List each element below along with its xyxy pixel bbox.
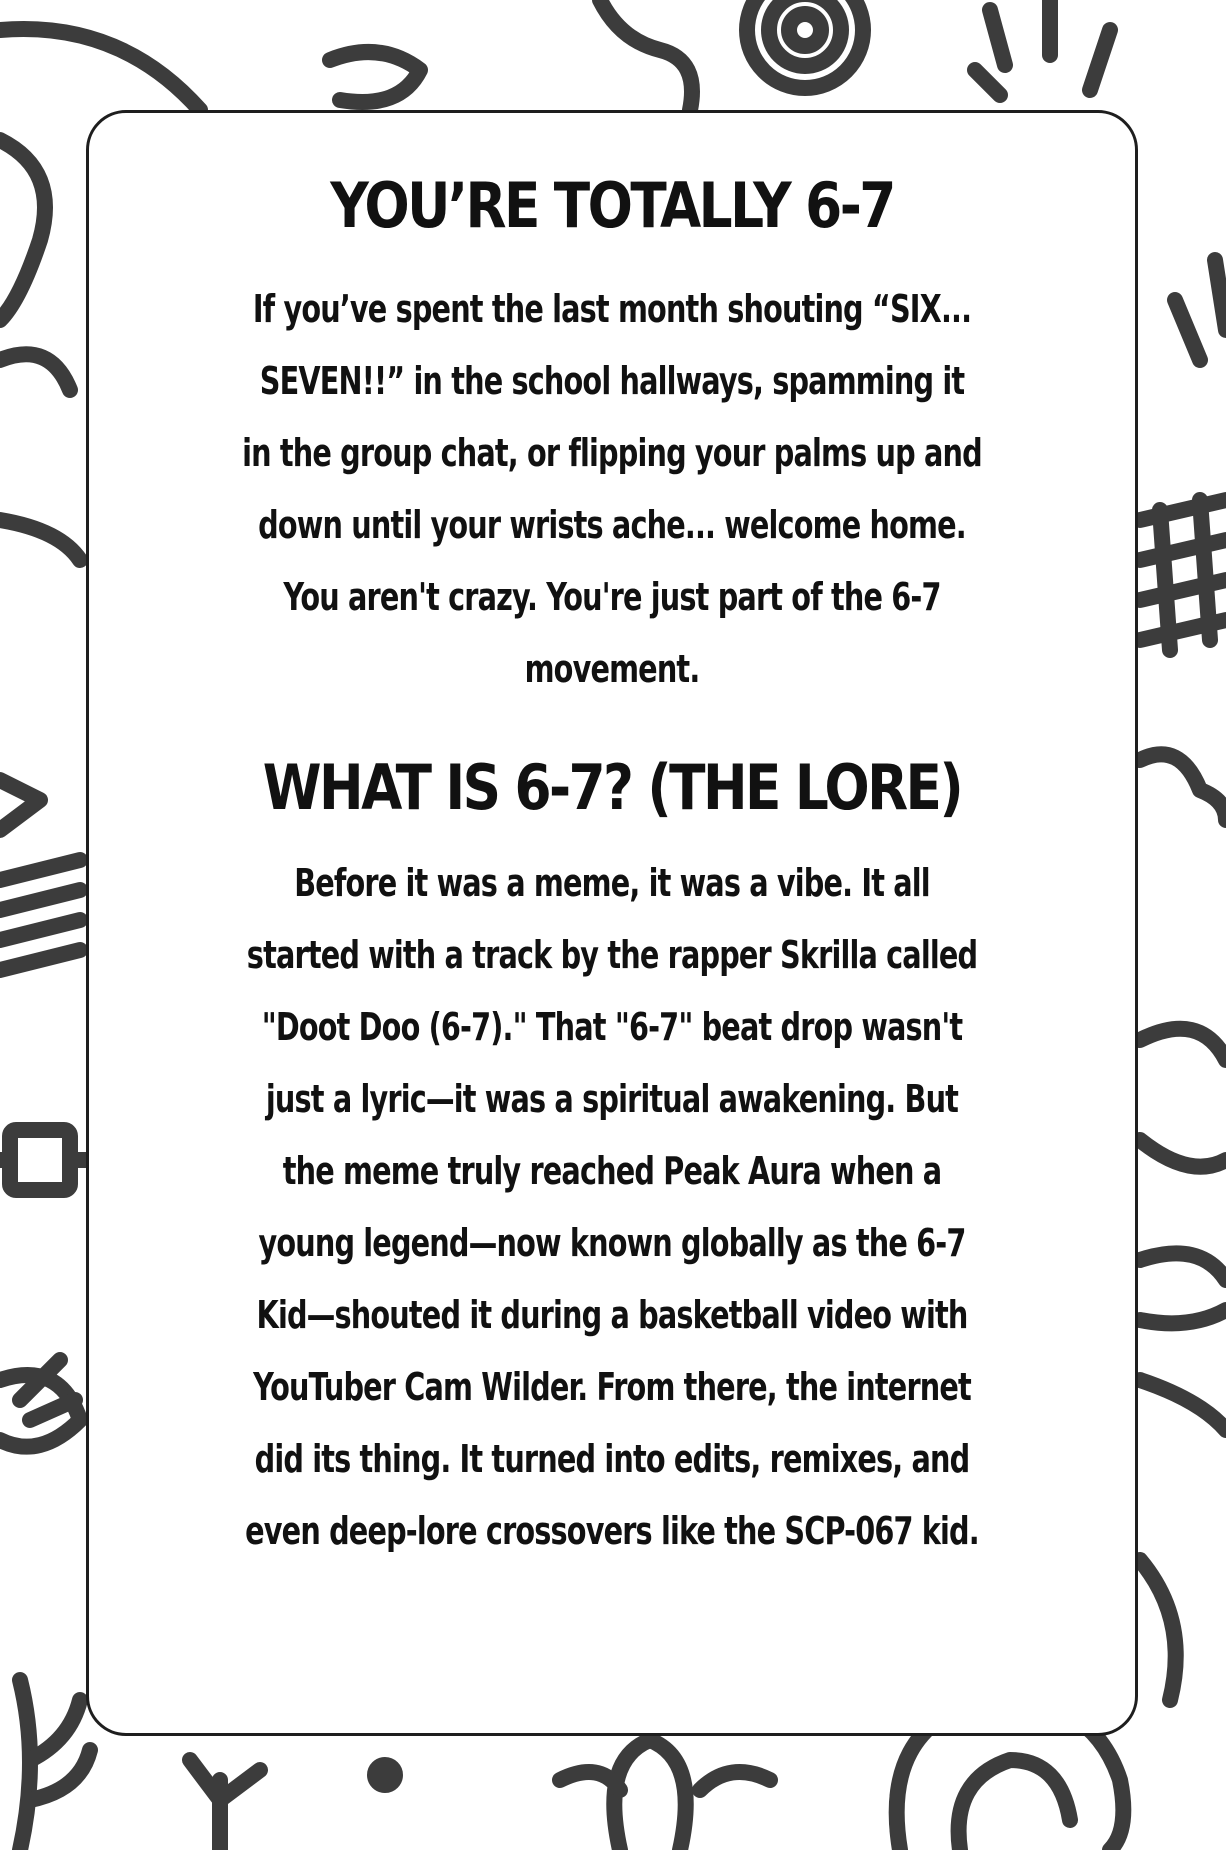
paragraph-line: young legend—now known globally as the 6-7 — [258, 1221, 966, 1265]
paragraph-line: in the group chat, or flipping your palms up and — [242, 431, 982, 475]
paragraph-line: started with a track by the rapper Skrilla called — [246, 933, 978, 977]
arrow-doodle — [0, 780, 40, 830]
paragraph-line: did its thing. It turned into edits, remixes, and — [254, 1437, 970, 1481]
paragraph-line: Kid—shouted it during a basketball video with — [256, 1293, 968, 1337]
section-title-totally-6-7: YOU’RE TOTALLY 6-7 — [330, 169, 894, 242]
paragraph-line: You aren't crazy. You're just part of the 6-7 — [283, 575, 941, 619]
paragraph-line: even deep-lore crossovers like the SCP-067 kid. — [245, 1509, 979, 1553]
paragraph-line: SEVEN!!” in the school hallways, spamming it — [259, 359, 965, 403]
robot-doodle — [10, 1130, 70, 1190]
paragraph-line: If you’ve spent the last month shouting “SIX... — [252, 287, 972, 331]
right-leaf-doodle — [1140, 1253, 1226, 1430]
content-card — [86, 110, 1138, 1736]
paragraph-line: Before it was a meme, it was a vibe. It all — [294, 861, 930, 905]
leaf-doodle — [330, 52, 420, 102]
paragraph-line: "Doot Doo (6-7)." That "6-7" beat drop wasn't — [261, 1005, 963, 1049]
scribble-doodle — [0, 860, 80, 970]
section-title-the-lore: WHAT IS 6-7? (THE LORE) — [262, 751, 962, 824]
sprout-doodle — [190, 1760, 260, 1850]
right-cloud-doodle — [1140, 754, 1226, 820]
paragraph-line: movement. — [524, 647, 700, 691]
paragraph-line: just a lyric—it was a spiritual awakening. But — [265, 1077, 959, 1121]
paragraph-line: the meme truly reached Peak Aura when a — [282, 1149, 942, 1193]
curl-doodle — [0, 140, 45, 320]
arc-doodle — [0, 29, 200, 110]
ray-doodle — [990, 10, 1005, 65]
intro-paragraph — [127, 273, 1097, 705]
paragraph-line: down until your wrists ache... welcome home. — [258, 503, 966, 547]
lore-paragraph — [127, 847, 1097, 1567]
cloud-doodle — [600, 0, 692, 110]
paragraph-line: YouTuber Cam Wilder. From there, the internet — [253, 1365, 971, 1409]
